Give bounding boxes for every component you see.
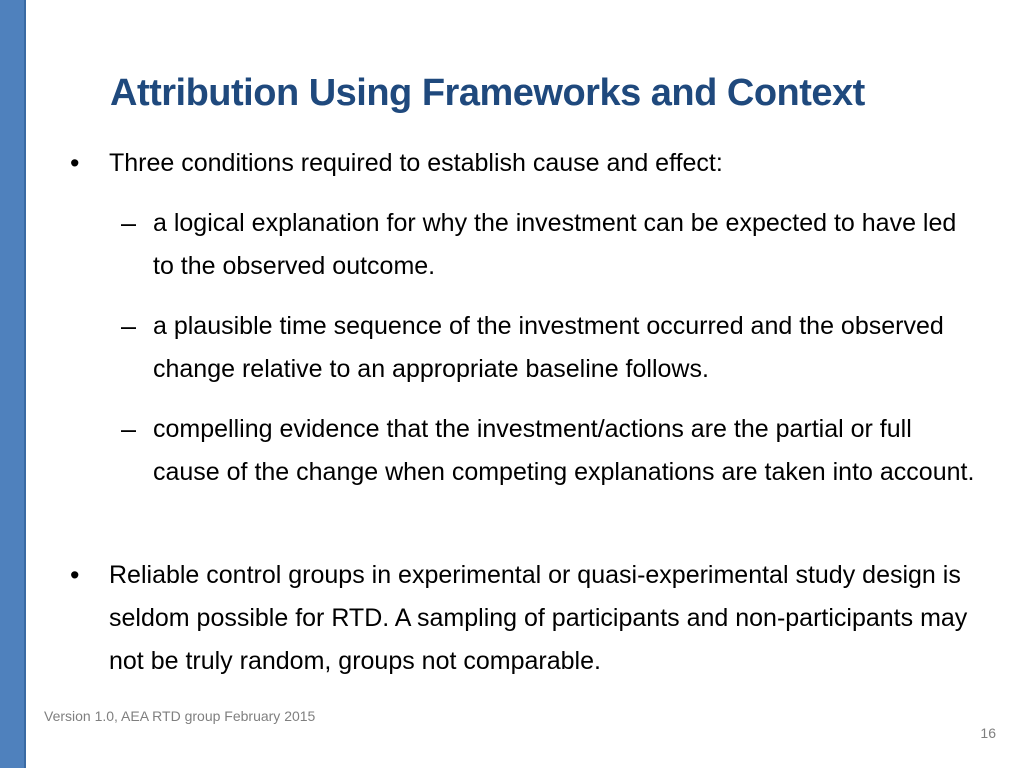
sub-bullet-marker: –	[121, 414, 137, 444]
sub-bullet-logical-explanation: a logical explanation for why the investment can be expected to have led to the observed outcome.	[153, 209, 957, 280]
slide-accent-bar	[0, 0, 26, 768]
slide-title: Attribution Using Frameworks and Context	[110, 72, 865, 114]
bullet-marker: •	[70, 560, 80, 590]
bullet-marker: •	[70, 148, 80, 178]
bullet-text-conditions: Three conditions required to establish cause and effect:	[109, 149, 723, 177]
sub-bullet-marker: –	[121, 208, 137, 238]
sub-bullet-marker: –	[121, 311, 137, 341]
page-number: 16	[980, 725, 996, 741]
footer-version: Version 1.0, AEA RTD group February 2015	[44, 708, 316, 724]
sub-bullet-compelling-evidence: compelling evidence that the investment/actions are the partial or full cause of the change when competing explanations are taken into account.	[153, 415, 975, 486]
sub-bullet-time-sequence: a plausible time sequence of the investment occurred and the observed change relative to an appropriate baseline follows.	[153, 312, 944, 383]
bullet-text-control-groups: Reliable control groups in experimental or quasi-experimental study design is seldom possible for RTD. A sampling of participants and non-participants may not be truly random, groups not comparable.	[109, 561, 968, 675]
